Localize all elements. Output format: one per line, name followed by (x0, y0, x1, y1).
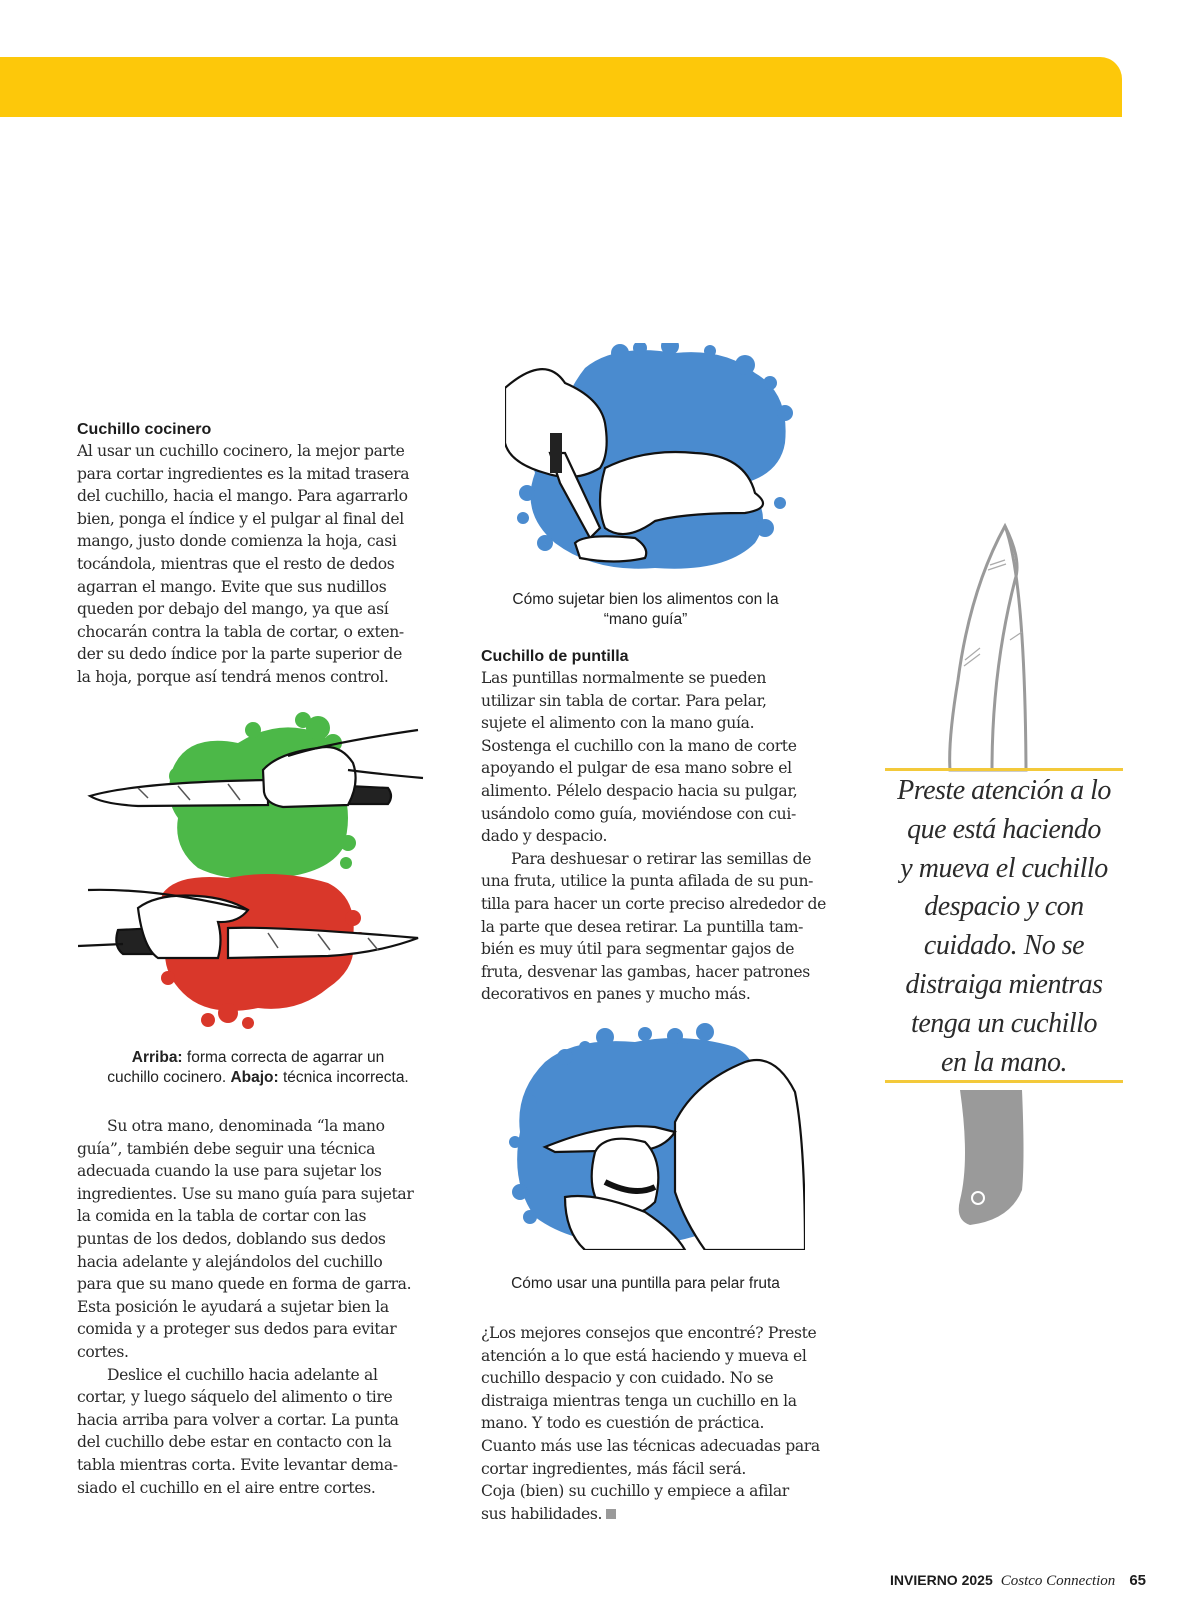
text-line: del cuchillo, hacia el mango. Para agarrarlo (77, 487, 408, 506)
text-line: para que su mano quede en forma de garra. (77, 1275, 412, 1294)
text-line: der su dedo índice por la parte superior de (77, 645, 402, 664)
guide-hand-drawing (505, 343, 805, 578)
guide-hand-text (77, 1115, 442, 1499)
text-line: siado el cuchillo en el aire entre cortes. (77, 1478, 376, 1497)
text-line: comida y a proteger sus dedos para evitar (77, 1320, 397, 1339)
text-line: distraiga mientras tenga un cuchillo en la (481, 1391, 797, 1410)
pull-quote-line: distraiga mientras (905, 968, 1103, 1000)
paring-knife-text (481, 667, 851, 1006)
closing-paragraph (481, 1322, 851, 1525)
caption-line: “mano guía” (603, 611, 688, 628)
page-footer (890, 1572, 1146, 1590)
left-column (77, 420, 437, 689)
pull-quote-line: en la mano. (941, 1046, 1067, 1078)
text-line: puntas de los dedos, doblando sus dedos (77, 1229, 386, 1248)
text-line: utilizar sin tabla de cortar. Para pelar, (481, 691, 767, 710)
paragraph-guide-hand (77, 1115, 442, 1364)
text-line: Para deshuesar o retirar las semillas de (511, 849, 812, 868)
text-line: del cuchillo debe estar en contacto con la (77, 1433, 392, 1452)
text-line: Su otra mano, denominada “la mano (107, 1117, 385, 1135)
text-line: dado y despacio. (481, 827, 608, 846)
section-heading-chef-knife: Cuchillo cocinero (77, 421, 212, 438)
text-line: hacia arriba para volver a cortar. La punta (77, 1410, 399, 1429)
pull-quote (885, 772, 1123, 1086)
pull-quote-line: despacio y con (924, 891, 1084, 923)
text-line: cortar, y luego sáquelo del alimento o tire (77, 1388, 393, 1407)
text-line: queden por debajo del mango, ya que así (77, 600, 389, 619)
text-line: Sostenga el cuchillo con la mano de corte (481, 736, 797, 755)
text-line: alimento. Pélelo despacio hacia su pulgar, (481, 781, 798, 800)
text-line: cuchillo despacio y con cuidado. No se (481, 1369, 774, 1388)
chef-knife-grip-illustration (78, 708, 438, 1038)
text-line: Coja (bien) su cuchillo y empiece a afilar (481, 1482, 789, 1501)
text-line: Al usar un cuchillo cocinero, la mejor parte (77, 442, 405, 460)
chef-knife-paragraph (77, 440, 437, 689)
magazine-name: Costco Connection (1000, 1573, 1116, 1589)
text-line: Esta posición le ayudará a sujetar bien la (77, 1297, 389, 1316)
caption-line: Cómo sujetar bien los alimentos con la (512, 591, 779, 608)
text-line: Deslice el cuchillo hacia adelante al (107, 1365, 378, 1384)
paring-peel-drawing (505, 1022, 805, 1250)
text-line: apoyando el pulgar de esa mano sobre el (481, 759, 792, 778)
pull-quote-line: y mueva el cuchillo (900, 852, 1108, 884)
pull-quote-top-rule (885, 768, 1123, 771)
text-line: guía”, también debe seguir una técnica (77, 1139, 376, 1158)
end-of-article-mark-icon (606, 1509, 616, 1519)
text-line: ¿Los mejores consejos que encontré? Preste (481, 1324, 817, 1342)
caption-text: cuchillo cocinero. (107, 1069, 231, 1086)
text-line: hacia adelante y alejándolos del cuchillo (77, 1252, 383, 1271)
caption-bold-label: Abajo: (230, 1069, 279, 1086)
knife-grip-drawing (78, 708, 438, 1038)
text-line: bién es muy útil para segmentar gajos de (481, 940, 795, 959)
text-line: tabla mientras corta. Evite levantar dema- (77, 1455, 398, 1474)
figure2-caption (468, 590, 823, 630)
paragraph-peeling (481, 667, 851, 848)
pull-quote-line: Preste atención a lo (897, 775, 1111, 806)
pull-quote-bottom-rule (885, 1080, 1123, 1083)
text-line: tilla para hacer un corte preciso alrededor de (481, 894, 827, 913)
caption-bold-label: Arriba: (131, 1049, 183, 1066)
issue-season: INVIERNO 2025 (890, 1572, 993, 1588)
text-line: cortes. (77, 1342, 129, 1361)
text-line: fruta, desvenar las gambas, hacer patrones (481, 962, 810, 981)
caption-text: técnica incorrecta. (278, 1069, 409, 1086)
text-line: ingredientes. Use su mano guía para sujetar (77, 1184, 414, 1203)
text-line: mano. Y todo es cuestión de práctica. (481, 1414, 765, 1433)
text-line: chocarán contra la tabla de cortar, o exten- (77, 622, 404, 641)
paring-knife-peeling-illustration (505, 1022, 805, 1250)
header-color-bar (0, 57, 1122, 117)
text-line: agarran el mango. Evite que sus nudillos (77, 577, 387, 596)
text-line: cortar ingredientes, más fácil será. (481, 1459, 747, 1478)
paragraph-slide-knife (77, 1364, 442, 1500)
caption-line (78, 1048, 438, 1068)
text-line: mango, justo donde comienza la hoja, casi (77, 532, 397, 551)
text-line: la parte que desea retirar. La puntilla tam- (481, 917, 804, 936)
paragraph-pitting (481, 848, 851, 1006)
text-line: bien, ponga el índice y el pulgar al final del (77, 509, 404, 528)
text-line: Cuanto más use las técnicas adecuadas para (481, 1436, 820, 1455)
guide-hand-illustration (505, 343, 805, 578)
figure3-caption: Cómo usar una puntilla para pelar fruta (511, 1275, 780, 1292)
pull-quote-line: que está haciendo (907, 813, 1101, 845)
pull-quote-line: tenga un cuchillo (911, 1007, 1097, 1039)
caption-text: forma correcta de agarrar un (182, 1049, 385, 1066)
paring-knife-section (481, 647, 851, 1006)
figure1-caption (78, 1048, 438, 1088)
text-line: la hoja, porque así tendrá menos control. (77, 667, 389, 686)
closing-last-line: sus habilidades. (481, 1504, 603, 1523)
text-line: decorativos en panes y mucho más. (481, 985, 751, 1004)
text-line: adecuada cuando la use para sujetar los (77, 1162, 382, 1181)
text-line: usándolo como guía, moviéndose con cui- (481, 804, 796, 823)
text-line: para cortar ingredientes es la mitad trasera (77, 464, 410, 483)
text-line: tocándola, mientras que el resto de dedos (77, 554, 395, 573)
section-heading-paring-knife: Cuchillo de puntilla (481, 648, 629, 665)
text-line: sujete el alimento con la mano guía. (481, 714, 755, 733)
pull-quote-line: cuidado. No se (923, 930, 1085, 962)
text-line (481, 1503, 851, 1526)
page-number: 65 (1129, 1572, 1146, 1589)
text-line: una fruta, utilice la punta afilada de su pun- (481, 872, 814, 891)
caption-line (78, 1068, 438, 1088)
text-line: la comida en la tabla de cortar con las (77, 1207, 367, 1226)
text-line: Las puntillas normalmente se pueden (481, 669, 767, 687)
text-line: atención a lo que está haciendo y mueva el (481, 1346, 807, 1365)
